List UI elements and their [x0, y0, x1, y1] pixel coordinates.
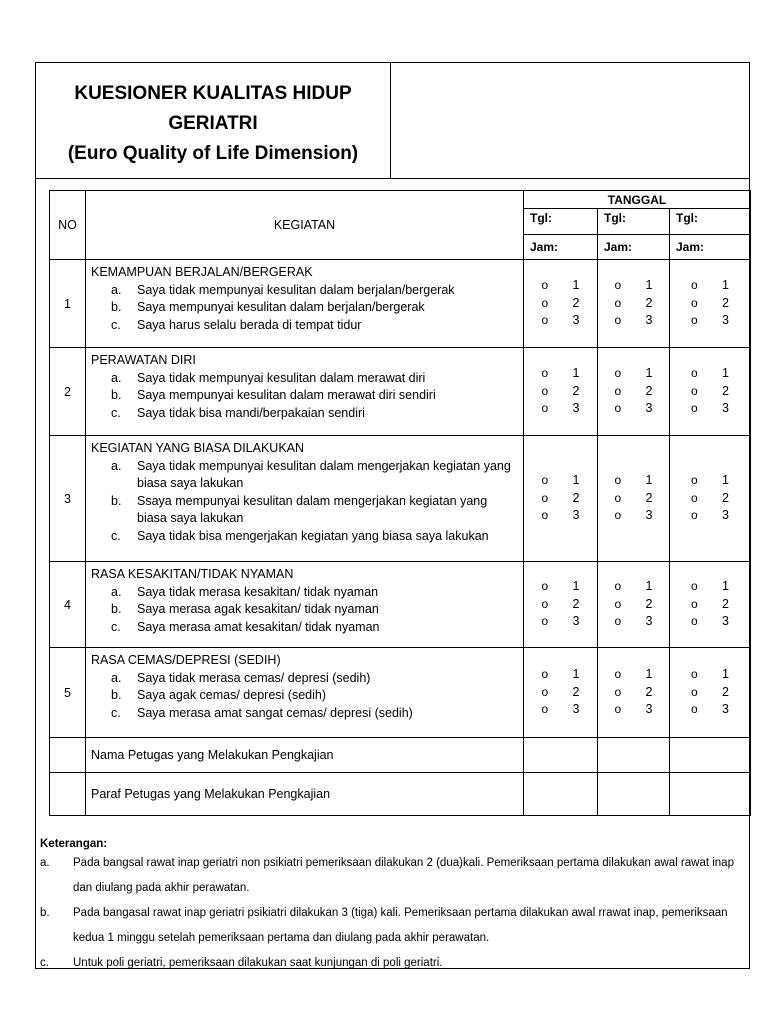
keterangan-section	[40, 838, 740, 976]
score-option[interactable]	[615, 365, 653, 383]
score-cell	[598, 562, 670, 648]
score-option-label: 3	[645, 401, 653, 416]
score-option-label: 2	[722, 295, 729, 310]
score-option[interactable]	[691, 295, 729, 313]
score-options	[524, 277, 597, 330]
section-heading: KEGIATAN YANG BIASA DILAKUKAN	[91, 441, 305, 455]
score-option-label: 2	[572, 596, 580, 611]
radio-circle-icon[interactable]: o	[614, 490, 622, 505]
score-options	[598, 666, 669, 719]
score-option[interactable]	[615, 490, 653, 508]
radio-circle-icon[interactable]: o	[614, 383, 622, 398]
radio-circle-icon[interactable]: o	[614, 313, 622, 328]
score-options	[670, 472, 750, 525]
score-option[interactable]	[542, 295, 580, 313]
radio-circle-icon[interactable]: o	[691, 490, 698, 505]
score-option[interactable]	[542, 684, 580, 702]
section-row	[50, 436, 751, 562]
score-option-label: 2	[645, 295, 653, 310]
keterangan-text: Pada bangasal rawat inap geriatri psikiatri dilakukan 3 (tiga) kali. Pemeriksaan pertama dilakukan awal rrawat inap, pemeriksaan kedua 1 minggu setelah pemeriksaan pertama dan diulang pada akhir perawatan.	[73, 907, 728, 944]
score-option[interactable]	[542, 578, 580, 596]
section-number: 3	[50, 436, 86, 562]
radio-circle-icon[interactable]: o	[541, 401, 549, 416]
paraf-petugas-label: Paraf Petugas yang Melakukan Pengkajian	[86, 773, 524, 816]
score-option-label: 1	[645, 667, 653, 682]
radio-circle-icon[interactable]: o	[614, 596, 622, 611]
radio-circle-icon[interactable]: o	[691, 366, 698, 381]
radio-circle-icon[interactable]: o	[541, 383, 549, 398]
section-item	[91, 705, 519, 723]
score-option[interactable]	[542, 365, 580, 383]
section-item	[91, 493, 519, 528]
keterangan-label: Keterangan:	[40, 838, 108, 850]
section-item	[91, 601, 519, 619]
score-options	[598, 472, 669, 525]
radio-circle-icon[interactable]: o	[614, 579, 622, 594]
score-option[interactable]	[542, 472, 580, 490]
score-option-label: 2	[645, 596, 653, 611]
radio-circle-icon[interactable]: o	[541, 579, 549, 594]
nama-no-cell	[50, 738, 86, 773]
section-item	[91, 299, 519, 317]
section-heading: KEMAMPUAN BERJALAN/BERGERAK	[91, 265, 313, 279]
item-marker: b.	[111, 388, 122, 402]
section-heading: RASA CEMAS/DEPRESI (SEDIH)	[91, 653, 281, 667]
paraf-no-cell	[50, 773, 86, 816]
section-item	[91, 584, 519, 602]
radio-circle-icon[interactable]: o	[691, 473, 698, 488]
score-options	[524, 666, 597, 719]
score-cell	[670, 436, 751, 562]
score-option-label: 2	[572, 383, 580, 398]
radio-circle-icon[interactable]: o	[541, 473, 549, 488]
score-cell	[670, 260, 751, 348]
section-number: 4	[50, 562, 86, 648]
score-option[interactable]	[542, 490, 580, 508]
nama-petugas-field-2[interactable]	[598, 738, 670, 773]
section-row	[50, 260, 751, 348]
score-option[interactable]	[691, 312, 729, 330]
radio-circle-icon[interactable]: o	[614, 366, 622, 381]
score-option[interactable]	[615, 701, 653, 719]
item-marker: c.	[111, 405, 121, 420]
score-option-label: 3	[722, 401, 729, 416]
section-heading: RASA KESAKITAN/TIDAK NYAMAN	[91, 567, 294, 581]
radio-circle-icon[interactable]: o	[541, 702, 549, 717]
section-item	[91, 317, 519, 335]
radio-circle-icon[interactable]: o	[541, 684, 549, 699]
radio-circle-icon[interactable]: o	[541, 366, 549, 381]
item-marker: a.	[111, 282, 122, 297]
header-divider	[390, 63, 391, 178]
section-item	[91, 687, 519, 705]
radio-circle-icon[interactable]: o	[691, 579, 698, 594]
radio-circle-icon[interactable]: o	[614, 702, 622, 717]
paraf-petugas-field-1[interactable]	[524, 773, 598, 816]
score-option-label: 3	[572, 614, 580, 629]
time-field-3[interactable]: Jam:	[670, 235, 751, 260]
item-text: Saya mempunyai kesulitan dalam merawat diri sendiri	[137, 388, 436, 402]
radio-circle-icon[interactable]: o	[691, 278, 698, 293]
score-option-label: 3	[722, 614, 729, 629]
score-option-label: 1	[572, 473, 580, 488]
score-option-label: 2	[645, 383, 653, 398]
score-option-label: 1	[722, 473, 729, 488]
score-cell	[524, 648, 598, 738]
item-text: Saya tidak bisa mengerjakan kegiatan yang biasa saya lakukan	[137, 528, 489, 543]
score-options	[670, 666, 750, 719]
title-line-3: (Euro Quality of Life Dimension)	[67, 143, 359, 164]
score-option-label: 1	[572, 579, 580, 594]
item-text: Saya merasa amat sangat cemas/ depresi (sedih)	[137, 705, 413, 720]
score-option-label: 2	[722, 684, 729, 699]
header-bottom-line	[36, 178, 749, 179]
section-item	[91, 405, 519, 423]
score-options	[670, 578, 750, 631]
score-option-label: 1	[645, 579, 653, 594]
item-text: Saya tidak mempunyai kesulitan dalam berjalan/bergerak	[137, 282, 455, 297]
paraf-petugas-field-3[interactable]	[670, 773, 751, 816]
item-marker: b.	[111, 300, 122, 314]
section-item	[91, 458, 519, 493]
section-item	[91, 619, 519, 637]
score-option[interactable]	[691, 400, 729, 418]
item-text: Ssaya mempunyai kesulitan dalam mengerjakan kegiatan yang biasa saya lakukan	[137, 493, 488, 525]
score-option[interactable]	[615, 400, 653, 418]
item-marker: a.	[111, 670, 122, 685]
section-number: 5	[50, 648, 86, 738]
score-options	[524, 365, 597, 418]
item-text: Saya merasa agak kesakitan/ tidak nyaman	[137, 602, 379, 616]
keterangan-text: Pada bangsal rawat inap geriatri non psikiatri pemeriksaan dilakukan 2 (dua)kali. Pemeriksaan pertama dilakukan awal rawat inap dan diulang pada akhir perawatan.	[73, 857, 734, 894]
score-option[interactable]	[542, 383, 580, 401]
score-option-label: 1	[722, 579, 729, 594]
title-line-1: KUESIONER KUALITAS HIDUP	[74, 83, 352, 104]
radio-circle-icon[interactable]: o	[541, 278, 549, 293]
score-option[interactable]	[615, 507, 653, 525]
time-field-2[interactable]: Jam:	[598, 235, 670, 260]
radio-circle-icon[interactable]: o	[541, 508, 549, 523]
radio-circle-icon[interactable]: o	[541, 295, 549, 310]
score-option-label: 3	[722, 508, 729, 523]
score-option[interactable]	[615, 596, 653, 614]
score-cell	[670, 562, 751, 648]
score-option[interactable]	[615, 472, 653, 490]
section-row	[50, 648, 751, 738]
radio-circle-icon[interactable]: o	[691, 702, 698, 717]
score-cell	[598, 648, 670, 738]
score-option-label: 1	[722, 667, 729, 682]
section-number: 2	[50, 348, 86, 436]
item-marker: c.	[111, 705, 121, 720]
score-option-label: 1	[572, 366, 580, 381]
score-cell	[670, 648, 751, 738]
score-option-label: 3	[722, 313, 729, 328]
score-option[interactable]	[542, 701, 580, 719]
score-option[interactable]	[542, 666, 580, 684]
score-option[interactable]	[691, 507, 729, 525]
radio-circle-icon[interactable]: o	[614, 401, 622, 416]
section-heading: PERAWATAN DIRI	[91, 353, 196, 367]
score-option[interactable]	[691, 666, 729, 684]
radio-circle-icon[interactable]: o	[691, 295, 698, 310]
time-field-1[interactable]: Jam:	[524, 235, 598, 260]
radio-circle-icon[interactable]: o	[541, 313, 549, 328]
section-content	[86, 648, 524, 738]
score-option-label: 1	[722, 366, 729, 381]
score-option-label: 2	[645, 490, 653, 505]
score-cell	[524, 260, 598, 348]
score-option[interactable]	[691, 578, 729, 596]
score-option-label: 3	[645, 313, 653, 328]
keterangan-text: Untuk poli geriatri, pemeriksaan dilakukan saat kunjungan di poli geriatri.	[73, 957, 443, 969]
item-text: Saya tidak mempunyai kesulitan dalam merawat diri	[137, 370, 426, 385]
score-option[interactable]	[615, 666, 653, 684]
score-option[interactable]	[691, 490, 729, 508]
score-option-label: 1	[572, 667, 580, 682]
section-item	[91, 370, 519, 388]
score-option[interactable]	[691, 383, 729, 401]
section-number: 1	[50, 260, 86, 348]
score-options	[670, 277, 750, 330]
score-option[interactable]	[542, 400, 580, 418]
item-marker: a.	[111, 458, 122, 473]
radio-circle-icon[interactable]: o	[691, 596, 698, 611]
nama-petugas-field-1[interactable]	[524, 738, 598, 773]
item-text: Saya tidak bisa mandi/berpakaian sendiri	[137, 405, 365, 420]
item-marker: a.	[111, 584, 122, 599]
score-option-label: 3	[572, 702, 580, 717]
item-text: Saya mempunyai kesulitan dalam berjalan/bergerak	[137, 300, 425, 314]
section-item	[91, 282, 519, 300]
score-cell	[598, 260, 670, 348]
score-option-label: 1	[645, 278, 653, 293]
score-cell	[524, 436, 598, 562]
score-option-label: 3	[572, 401, 580, 416]
score-option[interactable]	[691, 277, 729, 295]
keterangan-marker: c.	[40, 957, 49, 969]
score-option[interactable]	[691, 701, 729, 719]
radio-circle-icon[interactable]: o	[614, 295, 622, 310]
nama-petugas-field-3[interactable]	[670, 738, 751, 773]
score-option[interactable]	[615, 383, 653, 401]
keterangan-item	[40, 851, 740, 901]
radio-circle-icon[interactable]: o	[541, 596, 549, 611]
radio-circle-icon[interactable]: o	[691, 667, 698, 682]
score-option-label: 2	[572, 490, 580, 505]
score-options	[524, 472, 597, 525]
radio-circle-icon[interactable]: o	[691, 383, 698, 398]
item-marker: c.	[111, 317, 121, 332]
item-text: Saya harus selalu berada di tempat tidur	[137, 317, 362, 332]
score-option-label: 2	[572, 295, 580, 310]
score-cell	[670, 348, 751, 436]
score-cell	[524, 348, 598, 436]
score-option-label: 3	[645, 702, 653, 717]
score-option[interactable]	[615, 684, 653, 702]
score-option-label: 1	[722, 278, 729, 293]
keterangan-item	[40, 951, 740, 976]
section-content	[86, 436, 524, 562]
nama-petugas-label: Nama Petugas yang Melakukan Pengkajian	[86, 738, 524, 773]
score-option-label: 3	[722, 702, 729, 717]
item-text: Saya agak cemas/ depresi (sedih)	[137, 688, 326, 702]
score-option[interactable]	[542, 596, 580, 614]
score-option-label: 3	[645, 508, 653, 523]
radio-circle-icon[interactable]: o	[614, 684, 622, 699]
item-marker: c.	[111, 619, 121, 634]
section-item	[91, 528, 519, 546]
keterangan-marker: a.	[40, 857, 50, 869]
score-option[interactable]	[615, 578, 653, 596]
keterangan-item	[40, 901, 740, 951]
item-marker: b.	[111, 688, 122, 702]
date-field-1[interactable]: Tgl:	[524, 209, 598, 235]
radio-circle-icon[interactable]: o	[541, 667, 549, 682]
score-option[interactable]	[542, 277, 580, 295]
score-options	[598, 365, 669, 418]
score-cell	[598, 348, 670, 436]
score-option[interactable]	[691, 365, 729, 383]
score-option-label: 1	[572, 278, 580, 293]
score-option-label: 1	[645, 366, 653, 381]
header-tanggal: TANGGAL	[524, 191, 751, 209]
header-no: NO	[50, 191, 86, 260]
section-content	[86, 562, 524, 648]
score-option[interactable]	[542, 507, 580, 525]
score-option-label: 2	[722, 596, 729, 611]
radio-circle-icon[interactable]: o	[691, 401, 698, 416]
title-line-2: GERIATRI	[168, 113, 258, 134]
radio-circle-icon[interactable]: o	[614, 473, 622, 488]
section-content	[86, 348, 524, 436]
item-text: Saya merasa amat kesakitan/ tidak nyaman	[137, 619, 380, 634]
score-option[interactable]	[615, 277, 653, 295]
score-options	[524, 578, 597, 631]
item-marker: b.	[111, 493, 122, 508]
score-option[interactable]	[691, 613, 729, 631]
section-content	[86, 260, 524, 348]
radio-circle-icon[interactable]: o	[614, 614, 622, 629]
questionnaire-table	[49, 190, 751, 816]
date-field-3[interactable]: Tgl:	[670, 209, 751, 235]
score-option[interactable]	[691, 472, 729, 490]
score-option-label: 2	[645, 684, 653, 699]
section-row	[50, 348, 751, 436]
score-options	[598, 277, 669, 330]
radio-circle-icon[interactable]: o	[614, 667, 622, 682]
score-options	[598, 578, 669, 631]
score-option-label: 2	[572, 684, 580, 699]
item-marker: b.	[111, 602, 122, 616]
radio-circle-icon[interactable]: o	[614, 508, 622, 523]
radio-circle-icon[interactable]: o	[541, 490, 549, 505]
score-option-label: 1	[645, 473, 653, 488]
score-option[interactable]	[615, 613, 653, 631]
score-option[interactable]	[542, 312, 580, 330]
score-option[interactable]	[691, 684, 729, 702]
radio-circle-icon[interactable]: o	[541, 614, 549, 629]
item-text: Saya tidak merasa kesakitan/ tidak nyaman	[137, 584, 379, 599]
score-option-label: 3	[572, 508, 580, 523]
score-option[interactable]	[691, 596, 729, 614]
item-text: Saya tidak mempunyai kesulitan dalam mengerjakan kegiatan yang biasa saya lakukan	[137, 458, 511, 490]
header-kegiatan: KEGIATAN	[86, 191, 524, 260]
radio-circle-icon[interactable]: o	[691, 614, 698, 629]
radio-circle-icon[interactable]: o	[614, 278, 622, 293]
item-marker: c.	[111, 528, 121, 543]
score-options	[670, 365, 750, 418]
section-row	[50, 562, 751, 648]
score-cell	[524, 562, 598, 648]
score-cell	[598, 436, 670, 562]
radio-circle-icon[interactable]: o	[691, 313, 698, 328]
section-item	[91, 387, 519, 405]
score-option[interactable]	[615, 295, 653, 313]
form-title	[36, 79, 390, 169]
item-marker: a.	[111, 370, 122, 385]
score-option-label: 3	[572, 313, 580, 328]
radio-circle-icon[interactable]: o	[691, 684, 698, 699]
score-option-label: 2	[722, 490, 729, 505]
paraf-petugas-field-2[interactable]	[598, 773, 670, 816]
date-field-2[interactable]: Tgl:	[598, 209, 670, 235]
section-item	[91, 670, 519, 688]
score-option-label: 2	[722, 383, 729, 398]
keterangan-marker: b.	[40, 907, 50, 919]
item-text: Saya tidak merasa cemas/ depresi (sedih)	[137, 670, 371, 685]
radio-circle-icon[interactable]: o	[691, 508, 698, 523]
score-option-label: 3	[645, 614, 653, 629]
score-option[interactable]	[542, 613, 580, 631]
score-option[interactable]	[615, 312, 653, 330]
